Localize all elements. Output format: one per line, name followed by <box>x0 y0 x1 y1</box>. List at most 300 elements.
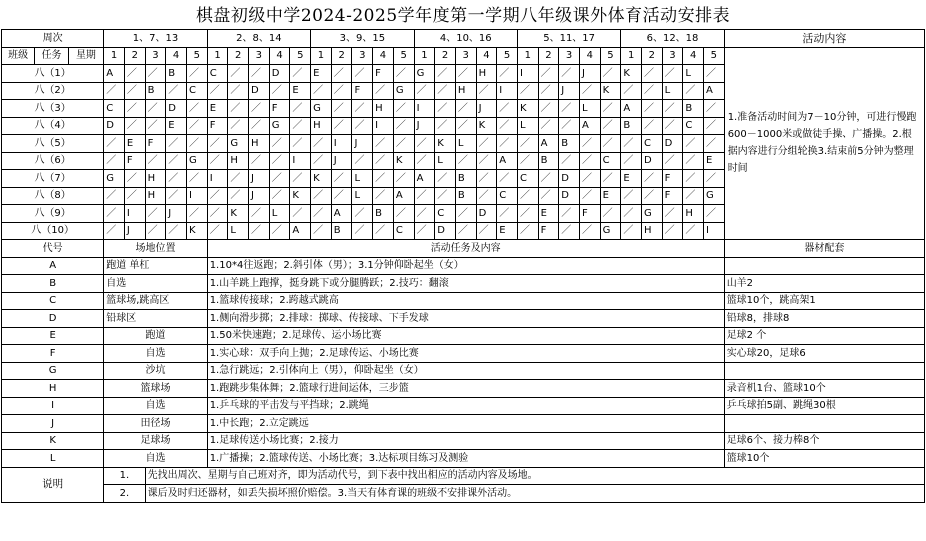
schedule-cell: ／ <box>373 152 394 170</box>
schedule-cell: E <box>124 135 145 153</box>
schedule-cell: ／ <box>455 100 476 118</box>
legend-task: 1.10*4往返跑；2.斜引体（男）；3.1分钟仰卧起坐（女） <box>207 257 724 275</box>
schedule-cell: ／ <box>186 135 207 153</box>
legend-place: 自选 <box>104 397 207 415</box>
schedule-cell: G <box>704 187 725 205</box>
note-number: 1. <box>104 467 145 485</box>
schedule-cell: ／ <box>538 82 559 100</box>
schedule-cell: ／ <box>704 170 725 188</box>
schedule-cell: D <box>559 170 580 188</box>
schedule-cell: B <box>145 82 166 100</box>
schedule-cell: ／ <box>373 187 394 205</box>
day-header: 4 <box>476 47 497 65</box>
schedule-cell: L <box>455 135 476 153</box>
schedule-cell: ／ <box>352 205 373 223</box>
schedule-cell: J <box>579 65 600 83</box>
legend-place-header: 场地位置 <box>104 240 207 258</box>
task-label: 任务 <box>35 47 68 65</box>
schedule-cell: ／ <box>621 205 642 223</box>
schedule-cell: ／ <box>559 222 580 240</box>
legend-row <box>2 292 925 310</box>
schedule-cell: H <box>373 100 394 118</box>
schedule-cell: K <box>621 65 642 83</box>
schedule-cell: ／ <box>290 117 311 135</box>
schedule-cell: ／ <box>373 170 394 188</box>
schedule-cell: D <box>662 135 683 153</box>
schedule-cell: ／ <box>621 135 642 153</box>
header-row-days <box>2 47 925 65</box>
schedule-cell: ／ <box>683 135 704 153</box>
schedule-cell: ／ <box>414 187 435 205</box>
schedule-cell: ／ <box>662 117 683 135</box>
day-header: 1 <box>207 47 228 65</box>
day-header: 5 <box>393 47 414 65</box>
legend-place: 田径场 <box>104 415 207 433</box>
schedule-cell: F <box>662 187 683 205</box>
day-header: 3 <box>455 47 476 65</box>
schedule-cell: ／ <box>166 152 187 170</box>
schedule-cell: ／ <box>497 65 518 83</box>
schedule-cell: I <box>290 152 311 170</box>
legend-row <box>2 257 925 275</box>
schedule-cell: ／ <box>435 82 456 100</box>
schedule-cell: K <box>228 205 249 223</box>
schedule-cell: E <box>290 82 311 100</box>
legend-code: J <box>2 415 104 433</box>
weeks-label: 周次 <box>2 30 104 48</box>
schedule-cell: A <box>621 100 642 118</box>
schedule-cell: G <box>641 205 662 223</box>
schedule-cell: ／ <box>414 205 435 223</box>
schedule-cell: ／ <box>104 152 125 170</box>
schedule-cell: ／ <box>476 187 497 205</box>
schedule-cell: H <box>145 170 166 188</box>
schedule-cell: I <box>207 170 228 188</box>
schedule-cell: ／ <box>497 170 518 188</box>
legend-task: 1.侧向滑步掷；2.排球：掷球、传接球、下手发球 <box>207 310 724 328</box>
schedule-cell: ／ <box>290 135 311 153</box>
schedule-cell: ／ <box>455 117 476 135</box>
schedule-cell: ／ <box>249 205 270 223</box>
schedule-cell: ／ <box>145 100 166 118</box>
schedule-cell: D <box>559 187 580 205</box>
day-header: 3 <box>352 47 373 65</box>
legend-code: G <box>2 362 104 380</box>
legend-equip: 山羊2 <box>724 275 924 293</box>
legend-code: E <box>2 327 104 345</box>
legend-equip: 乒乓球拍5副、跳绳30根 <box>724 397 924 415</box>
schedule-cell: ／ <box>476 135 497 153</box>
class-name: 八（6） <box>2 152 104 170</box>
legend-place: 篮球场 <box>104 380 207 398</box>
schedule-cell: ／ <box>683 82 704 100</box>
schedule-cell: ／ <box>704 65 725 83</box>
schedule-cell: ／ <box>352 100 373 118</box>
legend-header-row <box>2 240 925 258</box>
schedule-cell: B <box>373 205 394 223</box>
schedule-cell: ／ <box>704 117 725 135</box>
day-header: 5 <box>600 47 621 65</box>
schedule-cell: G <box>269 117 290 135</box>
schedule-cell: ／ <box>621 152 642 170</box>
legend-equip <box>724 415 924 433</box>
schedule-table <box>1 29 925 503</box>
schedule-cell: ／ <box>393 117 414 135</box>
schedule-cell: H <box>145 187 166 205</box>
schedule-cell: ／ <box>207 187 228 205</box>
note-row <box>2 467 925 485</box>
day-header: 1 <box>517 47 538 65</box>
schedule-cell: ／ <box>662 205 683 223</box>
schedule-cell: ／ <box>269 170 290 188</box>
legend-task: 1.足球传送小场比赛；2.接力 <box>207 432 724 450</box>
schedule-cell: ／ <box>579 82 600 100</box>
schedule-cell: ／ <box>579 187 600 205</box>
schedule-cell: D <box>166 100 187 118</box>
activity-header: 活动内容 <box>724 30 924 48</box>
schedule-cell: I <box>124 205 145 223</box>
schedule-cell: E <box>311 65 332 83</box>
schedule-cell: ／ <box>311 82 332 100</box>
legend-row <box>2 450 925 468</box>
schedule-cell: I <box>414 100 435 118</box>
schedule-cell: ／ <box>124 65 145 83</box>
day-header: 4 <box>166 47 187 65</box>
schedule-cell: ／ <box>517 205 538 223</box>
schedule-cell: B <box>331 222 352 240</box>
legend-equip <box>724 257 924 275</box>
schedule-cell: G <box>104 170 125 188</box>
schedule-cell: ／ <box>207 82 228 100</box>
legend-equip: 录音机1台、篮球10个 <box>724 380 924 398</box>
schedule-cell: ／ <box>600 100 621 118</box>
schedule-cell: ／ <box>311 187 332 205</box>
class-name: 八（10） <box>2 222 104 240</box>
schedule-cell: H <box>476 65 497 83</box>
schedule-cell: ／ <box>621 222 642 240</box>
schedule-cell: ／ <box>124 187 145 205</box>
schedule-cell: ／ <box>269 135 290 153</box>
schedule-cell: D <box>249 82 270 100</box>
day-header: 1 <box>414 47 435 65</box>
legend-equip: 实心球20，足球6 <box>724 345 924 363</box>
day-header: 5 <box>290 47 311 65</box>
schedule-cell: ／ <box>517 82 538 100</box>
schedule-cell: ／ <box>269 187 290 205</box>
legend-row <box>2 327 925 345</box>
schedule-cell: H <box>228 152 249 170</box>
schedule-cell: D <box>641 152 662 170</box>
schedule-cell: F <box>207 117 228 135</box>
schedule-cell: ／ <box>435 65 456 83</box>
legend-code: B <box>2 275 104 293</box>
schedule-cell: C <box>207 65 228 83</box>
schedule-cell: ／ <box>414 222 435 240</box>
day-header: 5 <box>186 47 207 65</box>
period-header: 3、9、15 <box>311 30 414 48</box>
schedule-cell: I <box>331 135 352 153</box>
legend-place: 篮球场,跳高区 <box>104 292 207 310</box>
schedule-cell: ／ <box>228 65 249 83</box>
schedule-cell: J <box>166 205 187 223</box>
schedule-cell: ／ <box>228 117 249 135</box>
schedule-cell: ／ <box>704 135 725 153</box>
schedule-cell: L <box>662 82 683 100</box>
schedule-cell: ／ <box>352 222 373 240</box>
day-header: 2 <box>538 47 559 65</box>
day-header: 5 <box>704 47 725 65</box>
day-header: 3 <box>145 47 166 65</box>
day-header: 2 <box>331 47 352 65</box>
day-header: 2 <box>435 47 456 65</box>
day-header: 1 <box>621 47 642 65</box>
schedule-cell: ／ <box>497 135 518 153</box>
schedule-cell: ／ <box>352 152 373 170</box>
schedule-cell: F <box>352 82 373 100</box>
schedule-cell: ／ <box>497 205 518 223</box>
schedule-cell: J <box>124 222 145 240</box>
day-header: 2 <box>228 47 249 65</box>
schedule-cell: E <box>600 187 621 205</box>
schedule-cell: ／ <box>414 152 435 170</box>
schedule-cell: ／ <box>104 135 125 153</box>
schedule-cell: H <box>455 82 476 100</box>
legend-equip <box>724 362 924 380</box>
schedule-cell: K <box>311 170 332 188</box>
schedule-cell: ／ <box>145 222 166 240</box>
schedule-cell: ／ <box>559 117 580 135</box>
day-header: 1 <box>311 47 332 65</box>
class-name: 八（1） <box>2 65 104 83</box>
schedule-cell: ／ <box>641 117 662 135</box>
schedule-cell: ／ <box>249 222 270 240</box>
schedule-cell: ／ <box>249 100 270 118</box>
schedule-cell: ／ <box>517 222 538 240</box>
schedule-cell: ／ <box>331 82 352 100</box>
schedule-cell: ／ <box>145 205 166 223</box>
schedule-cell: H <box>641 222 662 240</box>
schedule-cell: ／ <box>455 222 476 240</box>
schedule-cell: ／ <box>538 170 559 188</box>
schedule-cell: G <box>228 135 249 153</box>
schedule-cell: ／ <box>269 82 290 100</box>
class-name: 八（8） <box>2 187 104 205</box>
schedule-cell: K <box>517 100 538 118</box>
schedule-cell: ／ <box>621 82 642 100</box>
legend-row <box>2 362 925 380</box>
schedule-cell: C <box>104 100 125 118</box>
schedule-cell: ／ <box>600 205 621 223</box>
legend-row <box>2 432 925 450</box>
notes-label: 说明 <box>2 467 104 502</box>
schedule-cell: B <box>683 100 704 118</box>
schedule-cell: ／ <box>435 117 456 135</box>
legend-code: F <box>2 345 104 363</box>
schedule-cell: ／ <box>249 65 270 83</box>
schedule-cell: B <box>559 135 580 153</box>
day-header: 4 <box>269 47 290 65</box>
schedule-cell: ／ <box>559 205 580 223</box>
schedule-cell: G <box>414 65 435 83</box>
schedule-cell: K <box>393 152 414 170</box>
schedule-cell: A <box>414 170 435 188</box>
schedule-cell: L <box>517 117 538 135</box>
schedule-cell: C <box>497 187 518 205</box>
schedule-cell: ／ <box>455 205 476 223</box>
schedule-cell: A <box>290 222 311 240</box>
schedule-cell: E <box>538 205 559 223</box>
schedule-cell: H <box>249 135 270 153</box>
legend-task: 1.中长跑；2.立定跳远 <box>207 415 724 433</box>
legend-place: 自选 <box>104 450 207 468</box>
schedule-cell: L <box>269 205 290 223</box>
schedule-cell: ／ <box>579 152 600 170</box>
day-header: 2 <box>124 47 145 65</box>
day-header: 2 <box>641 47 662 65</box>
schedule-cell: ／ <box>331 117 352 135</box>
schedule-cell: ／ <box>683 187 704 205</box>
schedule-cell: G <box>186 152 207 170</box>
schedule-cell: A <box>497 152 518 170</box>
legend-equip: 足球2 个 <box>724 327 924 345</box>
schedule-cell: F <box>538 222 559 240</box>
schedule-cell: ／ <box>166 82 187 100</box>
schedule-cell: ／ <box>579 222 600 240</box>
schedule-cell: ／ <box>600 135 621 153</box>
schedule-cell: ／ <box>145 152 166 170</box>
schedule-cell: A <box>393 187 414 205</box>
schedule-cell: ／ <box>435 100 456 118</box>
schedule-cell: L <box>683 65 704 83</box>
legend-row <box>2 275 925 293</box>
schedule-cell: ／ <box>476 152 497 170</box>
day-header: 4 <box>579 47 600 65</box>
legend-task: 1.山羊跳上跑撑，挺身跳下或分腿腾跃；2.技巧：翻滚 <box>207 275 724 293</box>
legend-place: 沙坑 <box>104 362 207 380</box>
schedule-cell: ／ <box>166 187 187 205</box>
schedule-cell: C <box>186 82 207 100</box>
note-text: 先找出周次、星期与自己班对齐，即为活动代号，到下表中找出相应的活动内容及场地。 <box>145 467 924 485</box>
schedule-cell: ／ <box>331 187 352 205</box>
schedule-cell: B <box>538 152 559 170</box>
schedule-cell: ／ <box>621 187 642 205</box>
schedule-cell: ／ <box>393 65 414 83</box>
note-text: 课后及时归还器材，如丢失损坏照价赔偿。3.当天有体育课的班级不安排课外活动。 <box>145 485 924 503</box>
schedule-cell: C <box>641 135 662 153</box>
schedule-cell: K <box>186 222 207 240</box>
schedule-cell: ／ <box>455 65 476 83</box>
schedule-cell: ／ <box>145 65 166 83</box>
schedule-cell: ／ <box>249 152 270 170</box>
legend-place: 跑道 单杠 <box>104 257 207 275</box>
day-header: 1 <box>104 47 125 65</box>
legend-code: K <box>2 432 104 450</box>
schedule-cell: K <box>600 82 621 100</box>
schedule-cell: E <box>621 170 642 188</box>
schedule-cell: ／ <box>186 170 207 188</box>
schedule-cell: E <box>166 117 187 135</box>
class-name: 八（3） <box>2 100 104 118</box>
schedule-cell: ／ <box>104 205 125 223</box>
schedule-cell: ／ <box>373 135 394 153</box>
schedule-cell: I <box>497 82 518 100</box>
schedule-cell: ／ <box>538 65 559 83</box>
legend-task: 1.跑跳步集体舞；2.篮球行进间运体，三步篮 <box>207 380 724 398</box>
schedule-cell: ／ <box>393 205 414 223</box>
schedule-cell: ／ <box>249 117 270 135</box>
schedule-cell: ／ <box>476 170 497 188</box>
schedule-cell: ／ <box>517 187 538 205</box>
schedule-cell: ／ <box>186 117 207 135</box>
class-name: 八（5） <box>2 135 104 153</box>
schedule-cell: ／ <box>662 65 683 83</box>
schedule-cell: ／ <box>393 170 414 188</box>
note-row <box>2 485 925 503</box>
schedule-cell: H <box>311 117 332 135</box>
schedule-cell: ／ <box>104 222 125 240</box>
schedule-cell: ／ <box>517 135 538 153</box>
class-name: 八（4） <box>2 117 104 135</box>
schedule-cell: B <box>166 65 187 83</box>
schedule-cell: ／ <box>186 65 207 83</box>
legend-code: L <box>2 450 104 468</box>
schedule-cell: ／ <box>166 222 187 240</box>
schedule-cell: ／ <box>331 100 352 118</box>
schedule-cell: ／ <box>662 152 683 170</box>
schedule-cell: K <box>435 135 456 153</box>
schedule-cell: ／ <box>290 205 311 223</box>
schedule-cell: F <box>662 170 683 188</box>
schedule-cell: ／ <box>704 205 725 223</box>
schedule-cell: ／ <box>600 170 621 188</box>
schedule-cell: ／ <box>559 152 580 170</box>
schedule-cell: ／ <box>331 170 352 188</box>
class-name: 八（2） <box>2 82 104 100</box>
schedule-cell: ／ <box>228 82 249 100</box>
schedule-cell: E <box>207 100 228 118</box>
schedule-cell: K <box>476 117 497 135</box>
legend-task: 1.实心球：双手向上抛；2.足球传运、小场比赛 <box>207 345 724 363</box>
schedule-cell: A <box>331 205 352 223</box>
schedule-cell: A <box>538 135 559 153</box>
schedule-cell: A <box>104 65 125 83</box>
schedule-cell: F <box>145 135 166 153</box>
schedule-cell: ／ <box>517 152 538 170</box>
legend-row <box>2 310 925 328</box>
schedule-cell: ／ <box>207 152 228 170</box>
schedule-cell: C <box>600 152 621 170</box>
schedule-cell: ／ <box>352 65 373 83</box>
schedule-cell: G <box>311 100 332 118</box>
schedule-cell: J <box>414 117 435 135</box>
legend-code: D <box>2 310 104 328</box>
schedule-cell: ／ <box>352 117 373 135</box>
schedule-cell: D <box>269 65 290 83</box>
schedule-cell: I <box>373 117 394 135</box>
schedule-cell: ／ <box>641 187 662 205</box>
legend-equip: 足球6个、接力棒8个 <box>724 432 924 450</box>
schedule-cell: K <box>290 187 311 205</box>
schedule-cell: C <box>683 117 704 135</box>
schedule-cell: ／ <box>290 100 311 118</box>
schedule-cell: C <box>517 170 538 188</box>
schedule-cell: ／ <box>166 135 187 153</box>
schedule-cell: G <box>600 222 621 240</box>
schedule-cell: F <box>124 152 145 170</box>
legend-task: 1.50米快速跑；2.足球传、运小场比赛 <box>207 327 724 345</box>
schedule-cell: B <box>455 170 476 188</box>
schedule-cell: ／ <box>207 135 228 153</box>
